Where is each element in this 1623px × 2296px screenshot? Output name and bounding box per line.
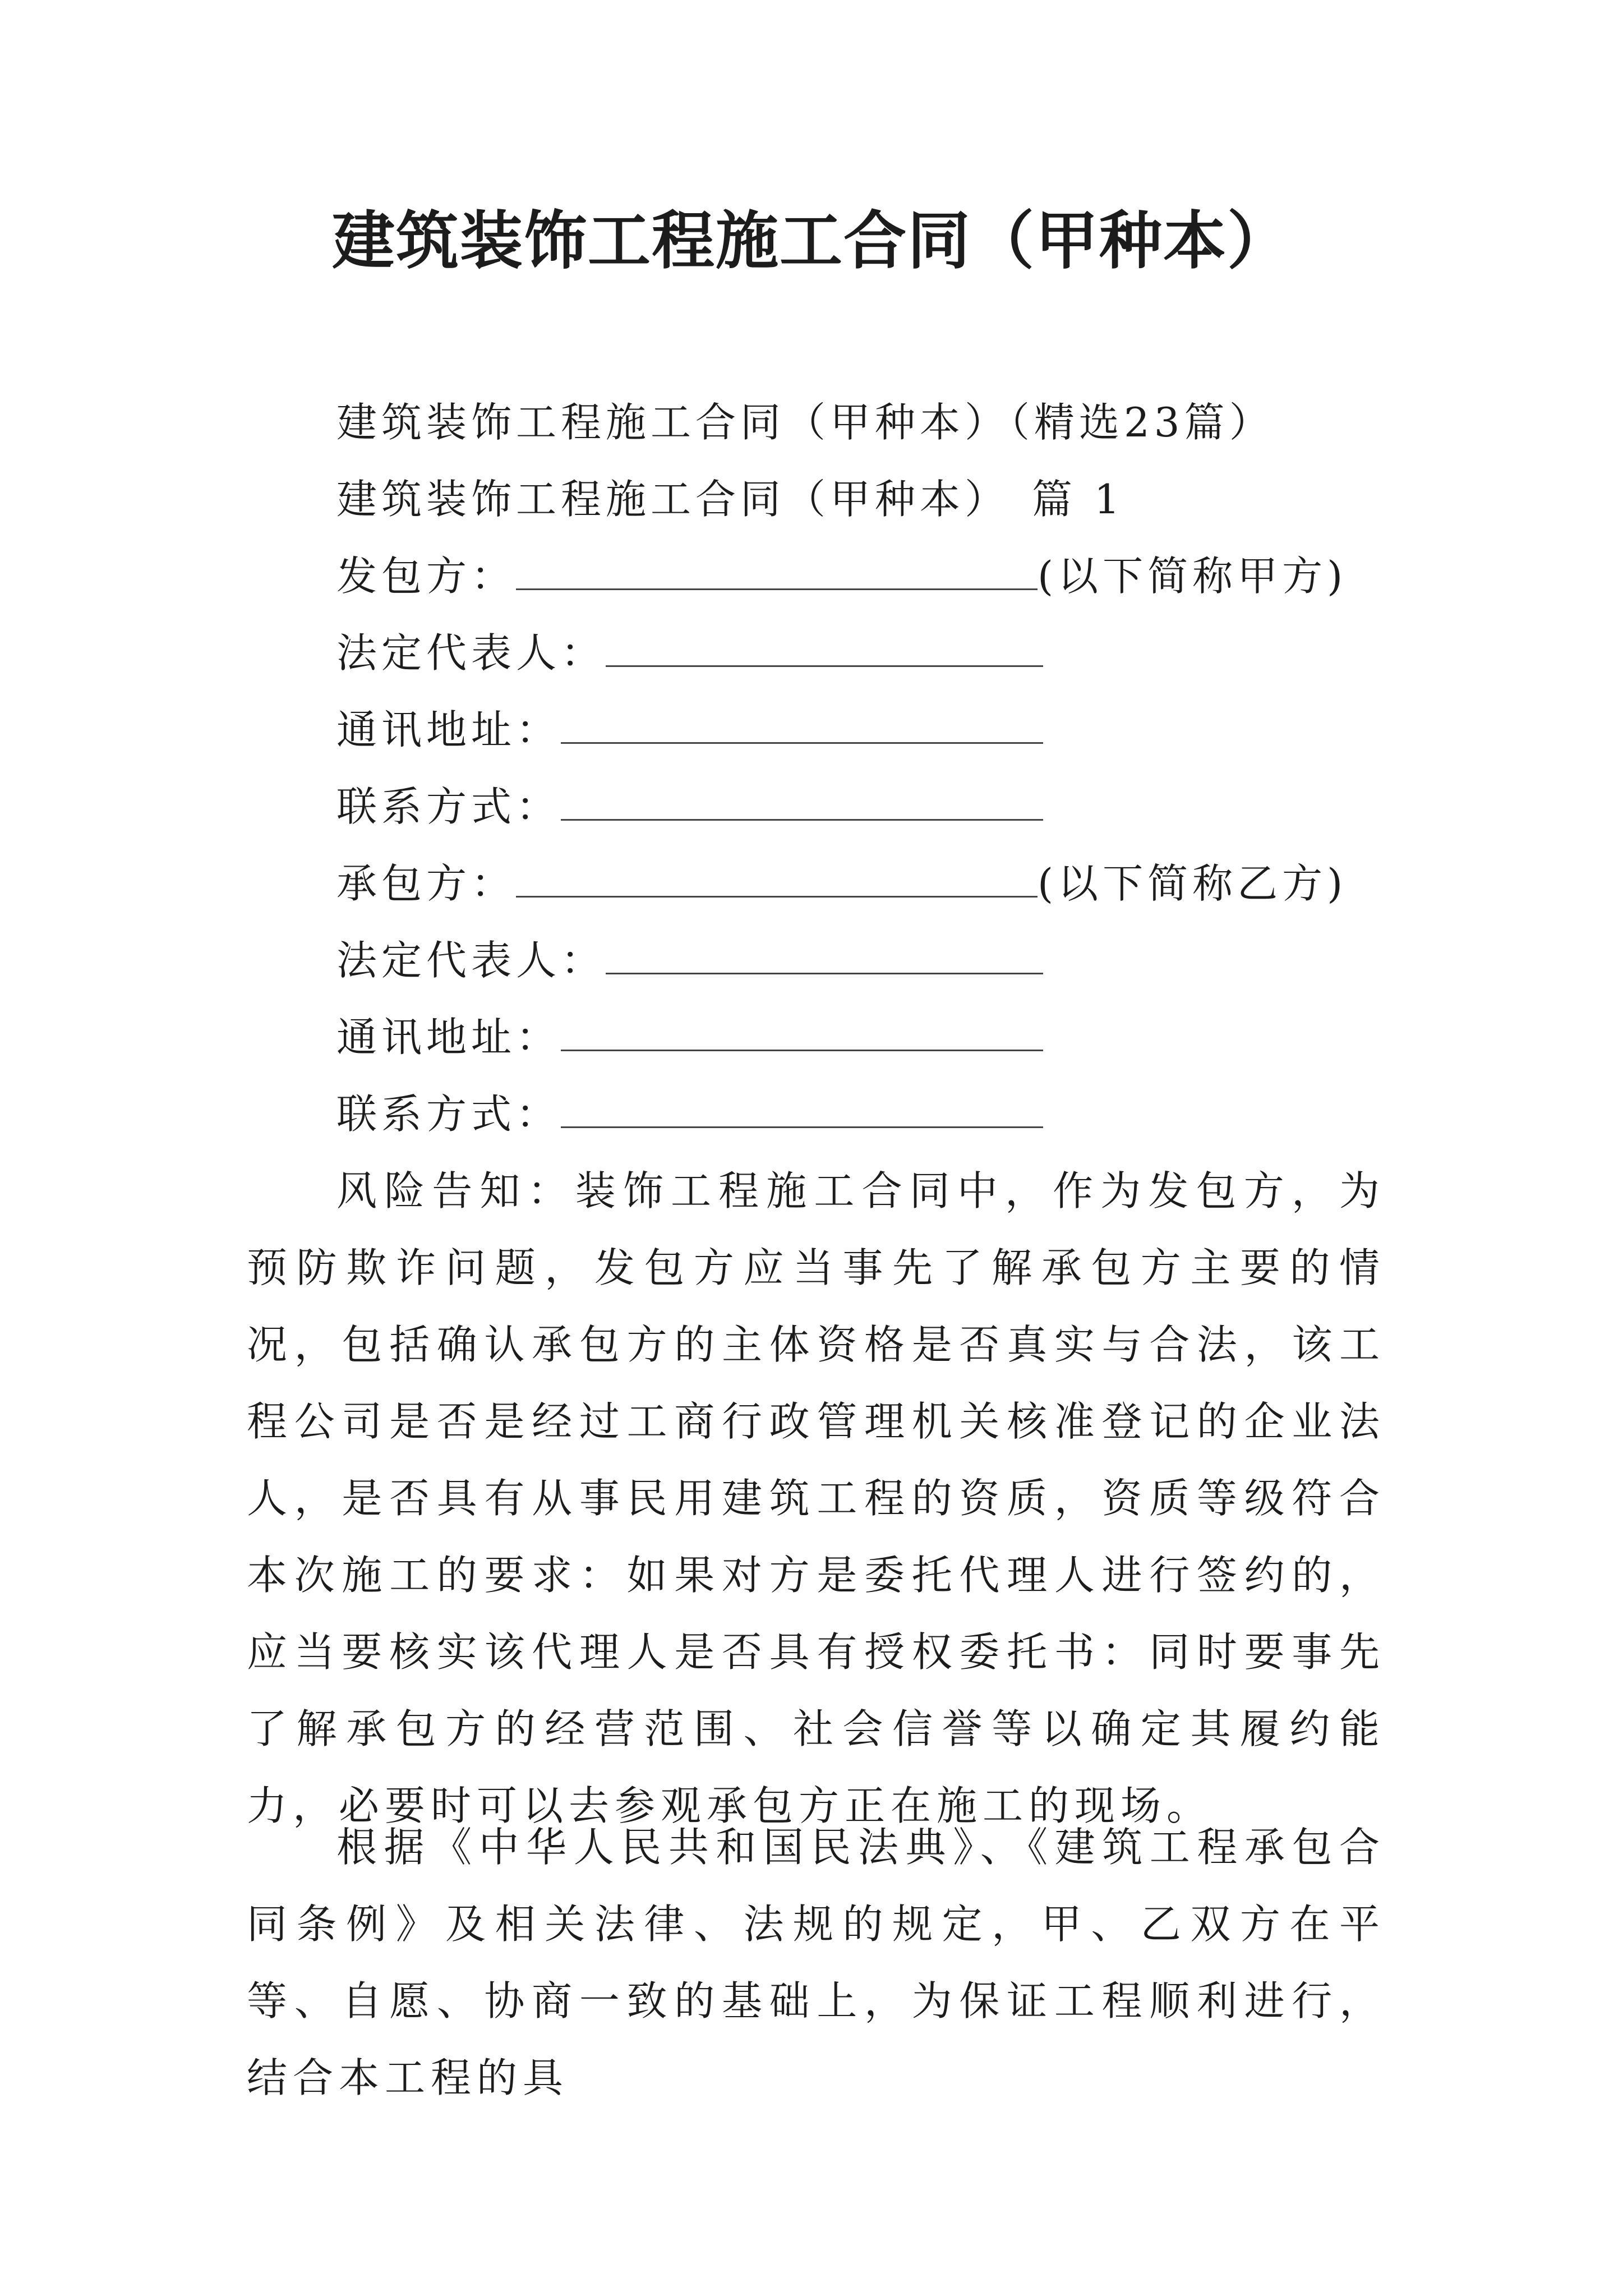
party-b-suffix: (以下简称乙方) [1038, 860, 1348, 907]
party-a-blank[interactable] [516, 555, 1038, 590]
party-b-contact-label: 联系方式： [336, 1091, 561, 1138]
section-heading: 建筑装饰工程施工合同（甲种本） [336, 476, 1010, 523]
party-b-rep-blank[interactable] [606, 939, 1043, 974]
party-a-rep-blank[interactable] [606, 632, 1043, 667]
party-a-suffix: (以下简称甲方) [1038, 553, 1348, 600]
party-a-rep-line [336, 615, 1402, 692]
subtitle: 建筑装饰工程施工合同（甲种本）（精选23篇） [336, 399, 1274, 446]
party-a-contact-label: 联系方式： [336, 783, 561, 830]
party-b-address-line [336, 999, 1402, 1076]
document-title: 建筑装饰工程施工合同（甲种本） [332, 204, 1291, 278]
party-a-address-label: 通讯地址： [336, 706, 561, 753]
party-b-address-label: 通讯地址： [336, 1014, 561, 1061]
party-a-rep-label: 法定代表人： [336, 629, 606, 677]
risk-notice-paragraph: 风险告知：装饰工程施工合同中，作为发包方，为预防欺诈问题，发包方应当事先了解承包方主要的情况，包括确认承包方的主体资格是否真实与合法，该工程公司是否是经过工商行政管理机关核准登记的企业法人，是否具有从事民用建筑工程的资质，资质等级符合本次施工的要求：如果对方是委托代理人进行签约的，应当要核实该代理人是否具有授权委托书：同时要事先了解承包方的经营范围、社会信誉等以确定其履约能力，必要时可以去参观承包方正在施工的现场。 [247, 1167, 1385, 1829]
legal-basis-paragraph: 根据《中华人民共和国民法典》、《建筑工程承包合同条例》及相关法律、法规的规定，甲、乙双方在平等、自愿、协商一致的基础上，为保证工程顺利进行，结合本工程的具 [247, 1824, 1385, 2101]
party-a-contact-blank[interactable] [561, 785, 1043, 821]
party-b-line [336, 845, 1402, 922]
party-a-contact-line [336, 769, 1402, 845]
party-a-address-line [336, 692, 1402, 769]
party-b-rep-label: 法定代表人： [336, 937, 606, 984]
section-heading-line [336, 461, 1402, 538]
party-b-label: 承包方： [336, 860, 517, 907]
section-number: 篇 1 [1032, 476, 1124, 523]
party-a-label: 发包方： [336, 553, 517, 600]
party-b-rep-line [336, 922, 1402, 999]
party-a-address-blank[interactable] [561, 708, 1043, 744]
party-info-block [336, 384, 1402, 1153]
party-b-contact-line [336, 1076, 1402, 1153]
party-a-line [336, 538, 1402, 615]
party-b-blank[interactable] [516, 862, 1038, 898]
party-b-contact-blank[interactable] [561, 1093, 1043, 1128]
subtitle-line [336, 384, 1402, 461]
party-b-address-blank[interactable] [561, 1016, 1043, 1051]
